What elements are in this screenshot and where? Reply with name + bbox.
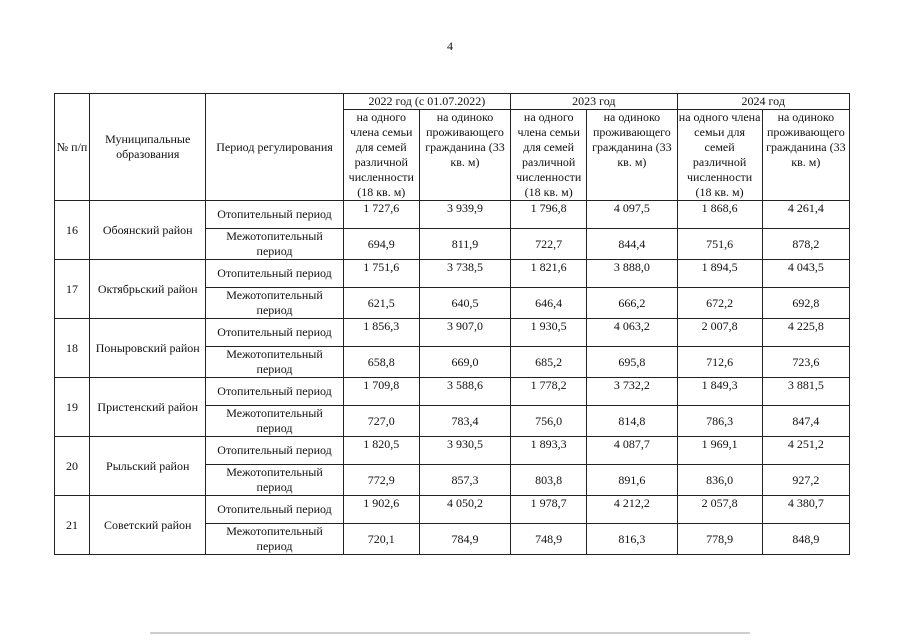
table-row bbox=[55, 201, 850, 229]
period-interheating: Межотопительный период bbox=[206, 229, 343, 260]
value-cell: 836,0 bbox=[677, 465, 762, 496]
tariff-table bbox=[54, 93, 850, 555]
value-cell: 1 978,7 bbox=[511, 496, 587, 524]
row-number: 17 bbox=[55, 260, 90, 319]
period-heating: Отопительный период bbox=[206, 260, 343, 288]
table-row bbox=[55, 319, 850, 347]
value-cell: 722,7 bbox=[511, 229, 587, 260]
value-cell: 816,3 bbox=[587, 524, 677, 555]
value-cell: 3 888,0 bbox=[587, 260, 677, 288]
value-cell: 878,2 bbox=[762, 229, 849, 260]
row-number: 18 bbox=[55, 319, 90, 378]
value-cell: 1 796,8 bbox=[511, 201, 587, 229]
value-cell: 720,1 bbox=[343, 524, 419, 555]
period-interheating: Межотопительный период bbox=[206, 347, 343, 378]
value-cell: 1 893,3 bbox=[511, 437, 587, 465]
header-year-2024: 2024 год bbox=[677, 94, 850, 110]
row-number: 20 bbox=[55, 437, 90, 496]
period-heating: Отопительный период bbox=[206, 378, 343, 406]
value-cell: 723,6 bbox=[762, 347, 849, 378]
value-cell: 621,5 bbox=[343, 288, 419, 319]
value-cell: 811,9 bbox=[419, 229, 510, 260]
header-year-2022: 2022 год (с 01.07.2022) bbox=[343, 94, 510, 110]
municipality-name: Обоянский район bbox=[90, 201, 206, 260]
value-cell: 3 732,2 bbox=[587, 378, 677, 406]
value-cell: 672,2 bbox=[677, 288, 762, 319]
value-cell: 4 212,2 bbox=[587, 496, 677, 524]
value-cell: 3 907,0 bbox=[419, 319, 510, 347]
value-cell: 1 930,5 bbox=[511, 319, 587, 347]
value-cell: 756,0 bbox=[511, 406, 587, 437]
value-cell: 891,6 bbox=[587, 465, 677, 496]
value-cell: 927,2 bbox=[762, 465, 849, 496]
municipality-name: Рыльский район bbox=[90, 437, 206, 496]
value-cell: 803,8 bbox=[511, 465, 587, 496]
value-cell: 1 894,5 bbox=[677, 260, 762, 288]
row-number: 21 bbox=[55, 496, 90, 555]
period-heating: Отопительный период bbox=[206, 319, 343, 347]
value-cell: 1 868,6 bbox=[677, 201, 762, 229]
header-period: Период регулирования bbox=[206, 94, 343, 201]
value-cell: 847,4 bbox=[762, 406, 849, 437]
header-num: № п/п bbox=[55, 94, 90, 201]
header-col-family: на одного члена семьи для семей различной численности (18 кв. м) bbox=[343, 110, 419, 201]
value-cell: 4 097,5 bbox=[587, 201, 677, 229]
value-cell: 3 881,5 bbox=[762, 378, 849, 406]
value-cell: 658,8 bbox=[343, 347, 419, 378]
value-cell: 783,4 bbox=[419, 406, 510, 437]
value-cell: 772,9 bbox=[343, 465, 419, 496]
value-cell: 4 063,2 bbox=[587, 319, 677, 347]
municipality-name: Октябрьский район bbox=[90, 260, 206, 319]
value-cell: 786,3 bbox=[677, 406, 762, 437]
value-cell: 692,8 bbox=[762, 288, 849, 319]
period-interheating: Межотопительный период bbox=[206, 288, 343, 319]
value-cell: 1 778,2 bbox=[511, 378, 587, 406]
table-row bbox=[55, 378, 850, 406]
header-col-single: на одиноко проживающего гражданина (33 кв. м) bbox=[587, 110, 677, 201]
header-col-single: на одиноко проживающего гражданина (33 кв. м) bbox=[762, 110, 849, 201]
value-cell: 4 087,7 bbox=[587, 437, 677, 465]
period-interheating: Межотопительный период bbox=[206, 406, 343, 437]
municipality-name: Пристенский район bbox=[90, 378, 206, 437]
table-body bbox=[55, 201, 850, 555]
bottom-divider bbox=[150, 632, 750, 634]
value-cell: 3 930,5 bbox=[419, 437, 510, 465]
value-cell: 1 709,8 bbox=[343, 378, 419, 406]
municipality-name: Советский район bbox=[90, 496, 206, 555]
value-cell: 695,8 bbox=[587, 347, 677, 378]
value-cell: 666,2 bbox=[587, 288, 677, 319]
value-cell: 1 969,1 bbox=[677, 437, 762, 465]
value-cell: 3 588,6 bbox=[419, 378, 510, 406]
value-cell: 814,8 bbox=[587, 406, 677, 437]
value-cell: 1 856,3 bbox=[343, 319, 419, 347]
value-cell: 848,9 bbox=[762, 524, 849, 555]
value-cell: 778,9 bbox=[677, 524, 762, 555]
value-cell: 784,9 bbox=[419, 524, 510, 555]
value-cell: 727,0 bbox=[343, 406, 419, 437]
table-row bbox=[55, 496, 850, 524]
value-cell: 669,0 bbox=[419, 347, 510, 378]
header-col-single: на одиноко проживающего гражданина (33 кв. м) bbox=[419, 110, 510, 201]
page-number: 4 bbox=[447, 39, 453, 53]
value-cell: 4 050,2 bbox=[419, 496, 510, 524]
value-cell: 4 251,2 bbox=[762, 437, 849, 465]
header-year-2023: 2023 год bbox=[511, 94, 677, 110]
value-cell: 1 821,6 bbox=[511, 260, 587, 288]
value-cell: 3 939,9 bbox=[419, 201, 510, 229]
value-cell: 751,6 bbox=[677, 229, 762, 260]
value-cell: 2 057,8 bbox=[677, 496, 762, 524]
value-cell: 646,4 bbox=[511, 288, 587, 319]
value-cell: 1 902,6 bbox=[343, 496, 419, 524]
value-cell: 1 751,6 bbox=[343, 260, 419, 288]
table-row bbox=[55, 437, 850, 465]
value-cell: 4 225,8 bbox=[762, 319, 849, 347]
value-cell: 640,5 bbox=[419, 288, 510, 319]
value-cell: 685,2 bbox=[511, 347, 587, 378]
value-cell: 844,4 bbox=[587, 229, 677, 260]
value-cell: 1 849,3 bbox=[677, 378, 762, 406]
row-number: 19 bbox=[55, 378, 90, 437]
period-interheating: Межотопительный период bbox=[206, 465, 343, 496]
value-cell: 694,9 bbox=[343, 229, 419, 260]
value-cell: 4 261,4 bbox=[762, 201, 849, 229]
period-heating: Отопительный период bbox=[206, 201, 343, 229]
value-cell: 712,6 bbox=[677, 347, 762, 378]
value-cell: 1 727,6 bbox=[343, 201, 419, 229]
value-cell: 2 007,8 bbox=[677, 319, 762, 347]
value-cell: 4 380,7 bbox=[762, 496, 849, 524]
value-cell: 4 043,5 bbox=[762, 260, 849, 288]
value-cell: 857,3 bbox=[419, 465, 510, 496]
period-interheating: Межотопительный период bbox=[206, 524, 343, 555]
header-col-family: на одного члена семьи для семей различной численности (18 кв. м) bbox=[678, 110, 761, 199]
value-cell: 748,9 bbox=[511, 524, 587, 555]
period-heating: Отопительный период bbox=[206, 437, 343, 465]
row-number: 16 bbox=[55, 201, 90, 260]
period-heating: Отопительный период bbox=[206, 496, 343, 524]
municipality-name: Поныровский район bbox=[90, 319, 206, 378]
table-row bbox=[55, 260, 850, 288]
header-municipality: Муниципальные образования bbox=[90, 94, 206, 201]
value-cell: 3 738,5 bbox=[419, 260, 510, 288]
value-cell: 1 820,5 bbox=[343, 437, 419, 465]
table-header bbox=[55, 94, 850, 201]
header-col-family: на одного члена семьи для семей различной численности (18 кв. м) bbox=[511, 110, 587, 201]
